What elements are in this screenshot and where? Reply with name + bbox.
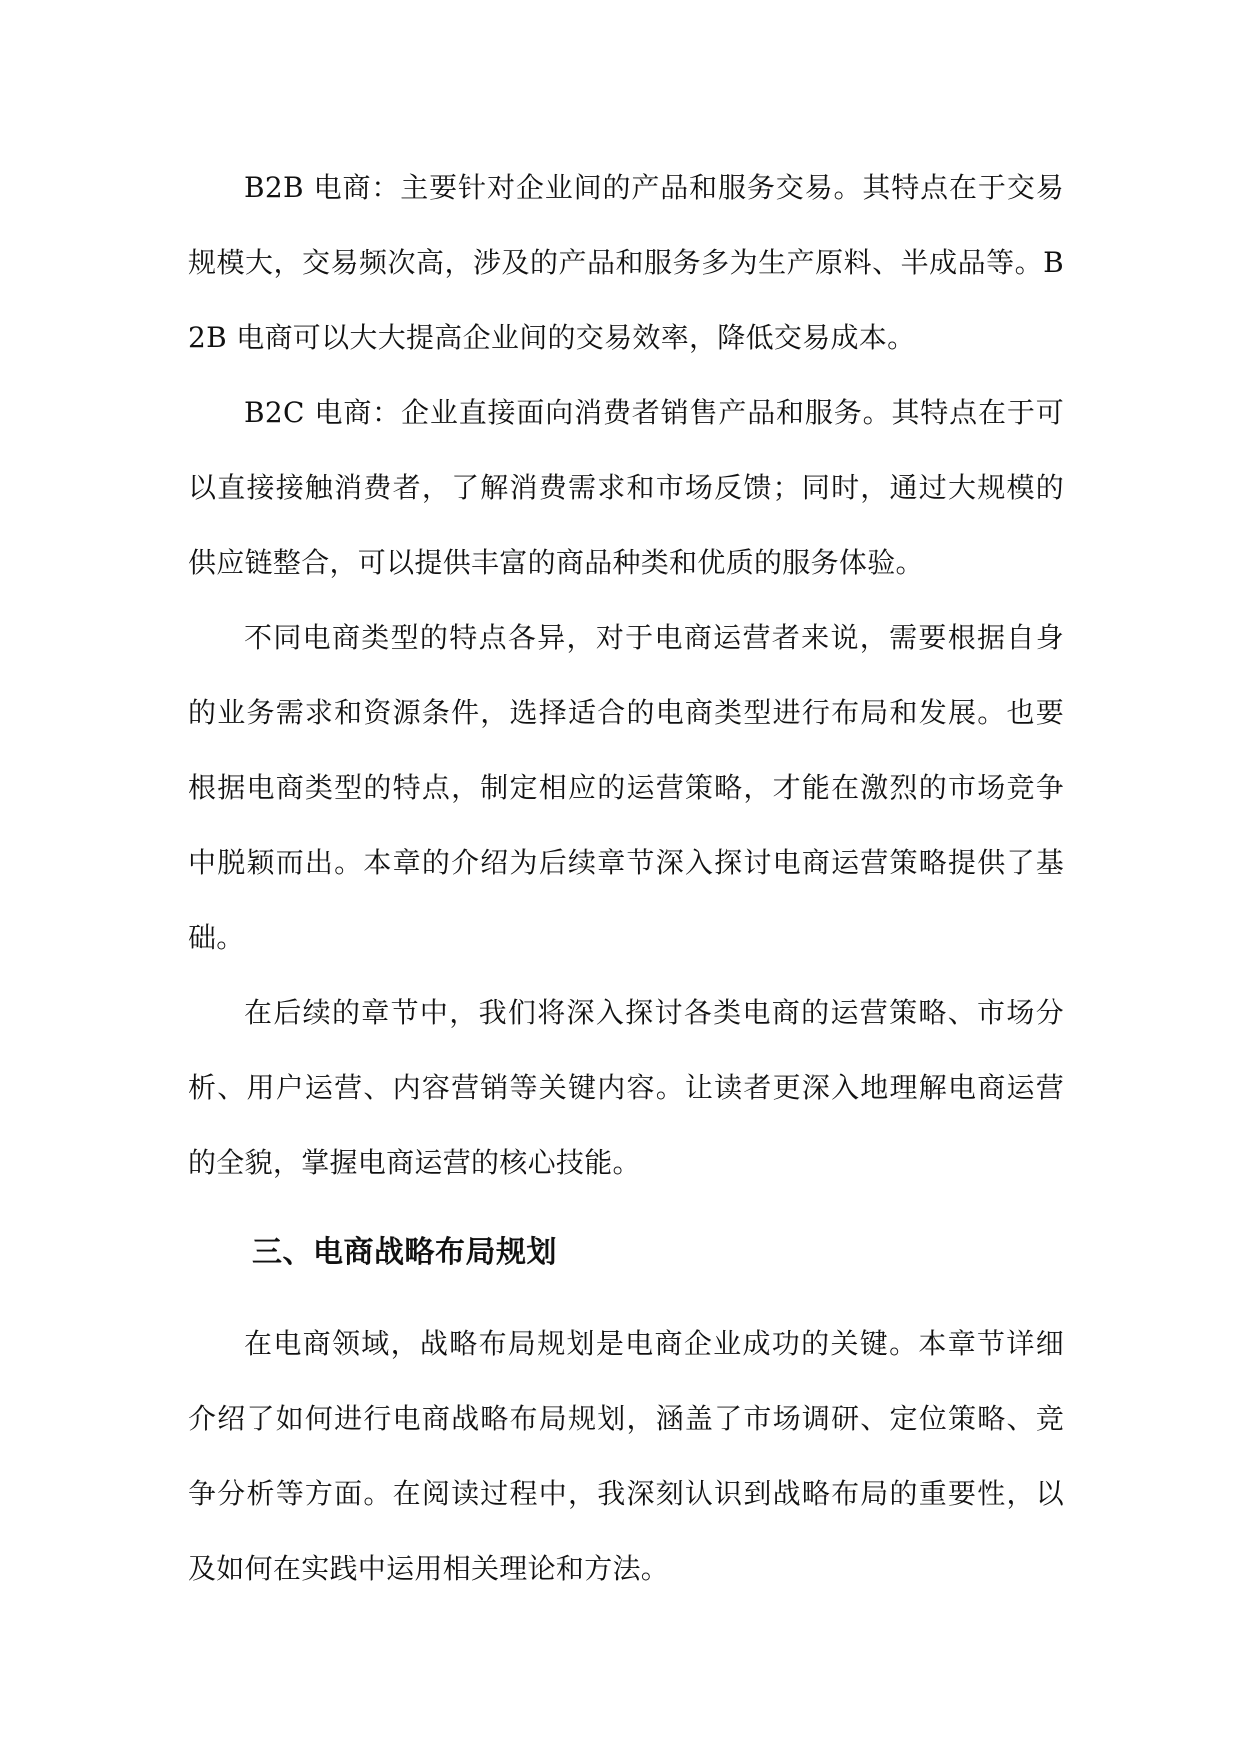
document-body [188,150,1064,1606]
section-heading: 三、电商战略布局规划 [252,1235,557,1270]
paragraph-b2b: B2B 电商：主要针对企业间的产品和服务交易。其特点在于交易规模大，交易频次高，涉及的产品和服务多为生产原料、半成品等。B2B 电商可以大大提高企业间的交易效率，降低交易成本。 [188,171,1064,354]
paragraph-b2c: B2C 电商：企业直接面向消费者销售产品和服务。其特点在于可以直接接触消费者，了解消费需求和市场反馈；同时，通过大规模的供应链整合，可以提供丰富的商品种类和优质的服务体验。 [188,396,1064,579]
paragraph-strategy-planning: 在电商领域，战略布局规划是电商企业成功的关键。本章节详细介绍了如何进行电商战略布局规划，涵盖了市场调研、定位策略、竞争分析等方面。在阅读过程中，我深刻认识到战略布局的重要性，以及如何在实践中运用相关理论和方法。 [188,1327,1064,1585]
paragraph-ecommerce-types: 不同电商类型的特点各异，对于电商运营者来说，需要根据自身的业务需求和资源条件，选择适合的电商类型进行布局和发展。也要根据电商类型的特点，制定相应的运营策略，才能在激烈的市场竞争中脱颖而出。本章的介绍为后续章节深入探讨电商运营策略提供了基础。 [188,621,1064,954]
paragraph-following-chapters: 在后续的章节中，我们将深入探讨各类电商的运营策略、市场分析、用户运营、内容营销等关键内容。让读者更深入地理解电商运营的全貌，掌握电商运营的核心技能。 [188,996,1064,1179]
